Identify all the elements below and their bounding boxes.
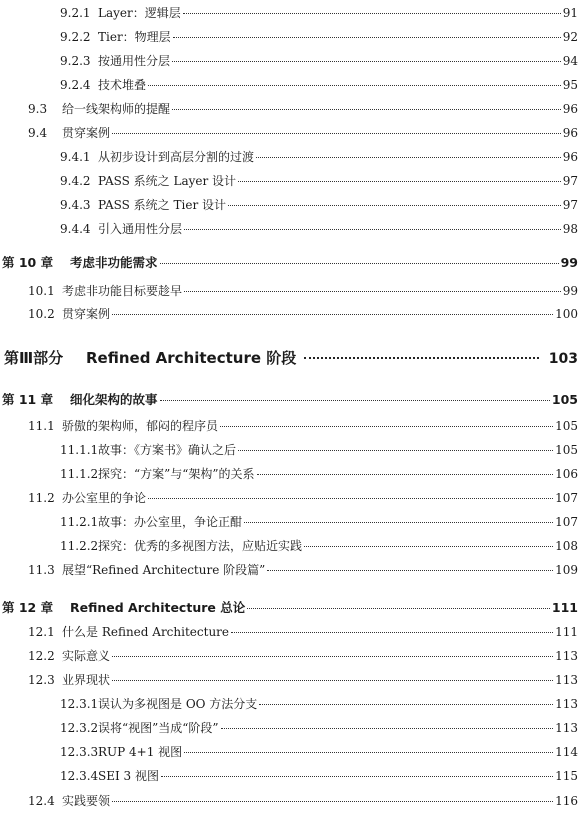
toc-entry-title: Tier：物理层: [98, 30, 171, 44]
toc-leader-dots: [257, 474, 554, 475]
toc-entry-title: 给一线架构师的提醒: [62, 102, 171, 116]
toc-leader-dots: [184, 291, 561, 292]
toc-entry-page: 111: [551, 600, 578, 615]
toc-entry-number: 12.3.1: [60, 697, 99, 711]
toc-leader-dots: [112, 133, 561, 134]
toc-entry-title: 实践要领: [62, 794, 111, 808]
toc-entry-page: 113: [555, 721, 578, 735]
toc-entry: [60, 539, 578, 553]
toc-entry-number: 10.1: [28, 284, 55, 298]
toc-entry-number: 12.1: [28, 625, 55, 639]
toc-entry-title: 实际意义: [62, 649, 111, 663]
toc-entry: [60, 6, 578, 20]
toc-entry-page: 106: [555, 467, 578, 481]
toc-entry-page: 92: [562, 30, 578, 44]
toc-entry: [60, 174, 578, 188]
toc-entry-number: 9.2.1: [60, 6, 91, 20]
toc-entry-number: 第Ⅲ部分: [4, 349, 64, 367]
toc-entry-number: 第 11 章: [2, 392, 54, 407]
toc-entry-page: 109: [555, 563, 578, 577]
toc-entry-page: 97: [562, 174, 578, 188]
toc-entry: [60, 515, 578, 529]
toc-entry-title: 展望“Refined Architecture 阶段篇”: [62, 563, 266, 577]
toc-leader-dots: [112, 801, 553, 802]
toc-entry: [60, 198, 578, 212]
toc-leader-dots: [173, 37, 561, 38]
toc-entry-number: 12.3.3: [60, 745, 99, 759]
toc-entry: [28, 419, 578, 433]
toc-entry: [28, 625, 578, 639]
toc-entry-page: 103: [548, 351, 578, 367]
toc-entry-title: RUP 4+1 视图: [98, 745, 183, 759]
toc-entry-page: 95: [562, 78, 578, 92]
toc-entry-page: 99: [562, 284, 578, 298]
toc-entry-title: 骄傲的架构师，郁闷的程序员: [62, 419, 219, 433]
toc-entry-number: 9.2.2: [60, 30, 91, 44]
toc-leader-dots: [184, 752, 553, 753]
toc-entry: [60, 150, 578, 164]
toc-entry: [28, 126, 578, 140]
toc-entry-page: 105: [555, 419, 578, 433]
toc-leader-dots: [112, 656, 553, 657]
toc-entry-title: 贯穿案例: [62, 126, 111, 140]
toc-entry: [28, 491, 578, 505]
toc-entry: [28, 307, 578, 321]
toc-entry: [60, 745, 578, 759]
toc-entry: [60, 467, 578, 481]
toc-leader-dots: [148, 85, 561, 86]
toc-entry-title: 考虑非功能需求: [70, 255, 158, 270]
toc-entry-number: 9.2.4: [60, 78, 91, 92]
toc-leader-dots: [238, 450, 553, 451]
toc-leader-dots: [256, 157, 561, 158]
toc-entry-number: 11.2.2: [60, 539, 99, 553]
toc-leader-dots: [161, 776, 553, 777]
toc-entry-number: 11.3: [28, 563, 55, 577]
toc-entry-title: 考虑非功能目标要趁早: [62, 284, 183, 298]
toc-leader-dots: [112, 680, 553, 681]
toc-entry-number: 11.1: [28, 419, 55, 433]
toc-entry-number: 11.1.2: [60, 467, 99, 481]
toc-entry-page: 113: [555, 673, 578, 687]
toc-entry: [60, 78, 578, 92]
toc-entry-number: 9.4.4: [60, 222, 91, 236]
toc-leader-dots: [231, 632, 553, 633]
toc-entry-number: 11.2.1: [60, 515, 99, 529]
toc-entry-page: 108: [555, 539, 578, 553]
toc-leader-dots: [160, 400, 550, 401]
toc-entry-title: SEI 3 视图: [98, 769, 159, 783]
toc-entry-title: 误将“视图”当成“阶段”: [98, 721, 219, 735]
toc-entry: [2, 393, 578, 407]
toc-leader-dots: [244, 522, 553, 523]
toc-entry-title: 探究：优秀的多视图方法，应贴近实践: [98, 539, 303, 553]
toc-entry: [28, 284, 578, 298]
toc-entry-page: 100: [555, 307, 578, 321]
toc-entry-number: 12.3: [28, 673, 55, 687]
toc-entry-number: 9.4.1: [60, 150, 91, 164]
toc-leader-dots: [304, 357, 539, 359]
toc-entry-title: PASS 系统之 Layer 设计: [98, 174, 237, 188]
toc-entry-number: 第 12 章: [2, 600, 54, 615]
toc-entry-title: 业界现状: [62, 673, 111, 687]
toc-leader-dots: [221, 728, 554, 729]
toc-entry-page: 96: [562, 102, 578, 116]
toc-entry-title: 技术堆叠: [98, 78, 147, 92]
toc-entry-number: 11.2: [28, 491, 55, 505]
toc-entry-number: 10.2: [28, 307, 55, 321]
toc-leader-dots: [160, 263, 559, 264]
toc-leader-dots: [183, 13, 561, 14]
toc-entry-number: 9.3: [28, 102, 48, 116]
toc-entry-title: 误认为多视图是 OO 方法分支: [98, 697, 258, 711]
toc-entry-page: 94: [562, 54, 578, 68]
toc-leader-dots: [228, 205, 561, 206]
toc-entry-page: 99: [560, 255, 578, 270]
toc-entry-page: 116: [555, 794, 578, 808]
toc-entry-title: Refined Architecture 阶段: [86, 349, 297, 367]
toc-entry-page: 115: [555, 769, 578, 783]
toc-entry: [28, 649, 578, 663]
toc-entry-page: 107: [555, 491, 578, 505]
toc-entry-title: Layer：逻辑层: [98, 6, 181, 20]
toc-entry: [60, 769, 578, 783]
toc-entry: [28, 563, 578, 577]
toc-entry-number: 12.2: [28, 649, 55, 663]
toc-leader-dots: [220, 426, 553, 427]
toc-leader-dots: [172, 61, 561, 62]
toc-entry-number: 9.4.2: [60, 174, 91, 188]
toc-leader-dots: [148, 498, 553, 499]
toc-entry-page: 91: [562, 6, 578, 20]
toc-entry-page: 107: [555, 515, 578, 529]
toc-entry: [28, 102, 578, 116]
toc-entry-page: 98: [562, 222, 578, 236]
toc-entry-page: 113: [555, 697, 578, 711]
toc-entry: [4, 349, 578, 368]
toc-entry: [2, 256, 578, 270]
toc-entry-page: 105: [551, 392, 578, 407]
toc-entry-page: 97: [562, 198, 578, 212]
toc-entry-number: 9.4.3: [60, 198, 91, 212]
toc-entry-title: 引入通用性分层: [98, 222, 183, 236]
toc-leader-dots: [304, 546, 553, 547]
toc-leader-dots: [247, 608, 550, 609]
toc-entry-page: 111: [555, 625, 578, 639]
toc-entry-page: 96: [562, 150, 578, 164]
toc-entry: [60, 697, 578, 711]
toc-entry-number: 9.2.3: [60, 54, 91, 68]
toc-entry-page: 96: [562, 126, 578, 140]
toc-entry-title: Refined Architecture 总论: [70, 600, 246, 615]
toc-entry-title: 故事：《方案书》确认之后: [98, 443, 237, 457]
toc-entry-title: PASS 系统之 Tier 设计: [98, 198, 226, 212]
toc-leader-dots: [238, 181, 561, 182]
toc-entry: [60, 721, 578, 735]
toc-entry: [60, 222, 578, 236]
toc-entry-number: 12.3.4: [60, 769, 99, 783]
toc-entry-page: 114: [555, 745, 578, 759]
toc-entry-title: 细化架构的故事: [70, 392, 158, 407]
toc-entry: [28, 673, 578, 687]
toc-leader-dots: [184, 229, 561, 230]
toc-entry: [2, 601, 578, 615]
toc-entry-title: 按通用性分层: [98, 54, 171, 68]
toc-entry-number: 9.4: [28, 126, 48, 140]
toc-leader-dots: [259, 704, 553, 705]
toc-entry-page: 105: [555, 443, 578, 457]
toc-leader-dots: [172, 109, 561, 110]
toc-entry-number: 12.3.2: [60, 721, 99, 735]
toc-leader-dots: [112, 314, 553, 315]
toc-entry: [60, 30, 578, 44]
toc-entry-number: 第 10 章: [2, 255, 54, 270]
toc-entry-number: 11.1.1: [60, 443, 99, 457]
toc-entry-number: 12.4: [28, 794, 55, 808]
toc-entry-title: 什么是 Refined Architecture: [62, 625, 230, 639]
toc-entry: [28, 794, 578, 808]
toc-leader-dots: [267, 570, 553, 571]
toc-entry-page: 113: [555, 649, 578, 663]
toc-entry-title: 办公室里的争论: [62, 491, 147, 505]
toc-entry: [60, 443, 578, 457]
toc-entry-title: 从初步设计到高层分割的过渡: [98, 150, 255, 164]
toc-entry: [60, 54, 578, 68]
toc-entry-title: 探究：“方案”与“架构”的关系: [98, 467, 255, 481]
toc-entry-title: 故事：办公室里，争论正酣: [98, 515, 243, 529]
toc-entry-title: 贯穿案例: [62, 307, 111, 321]
